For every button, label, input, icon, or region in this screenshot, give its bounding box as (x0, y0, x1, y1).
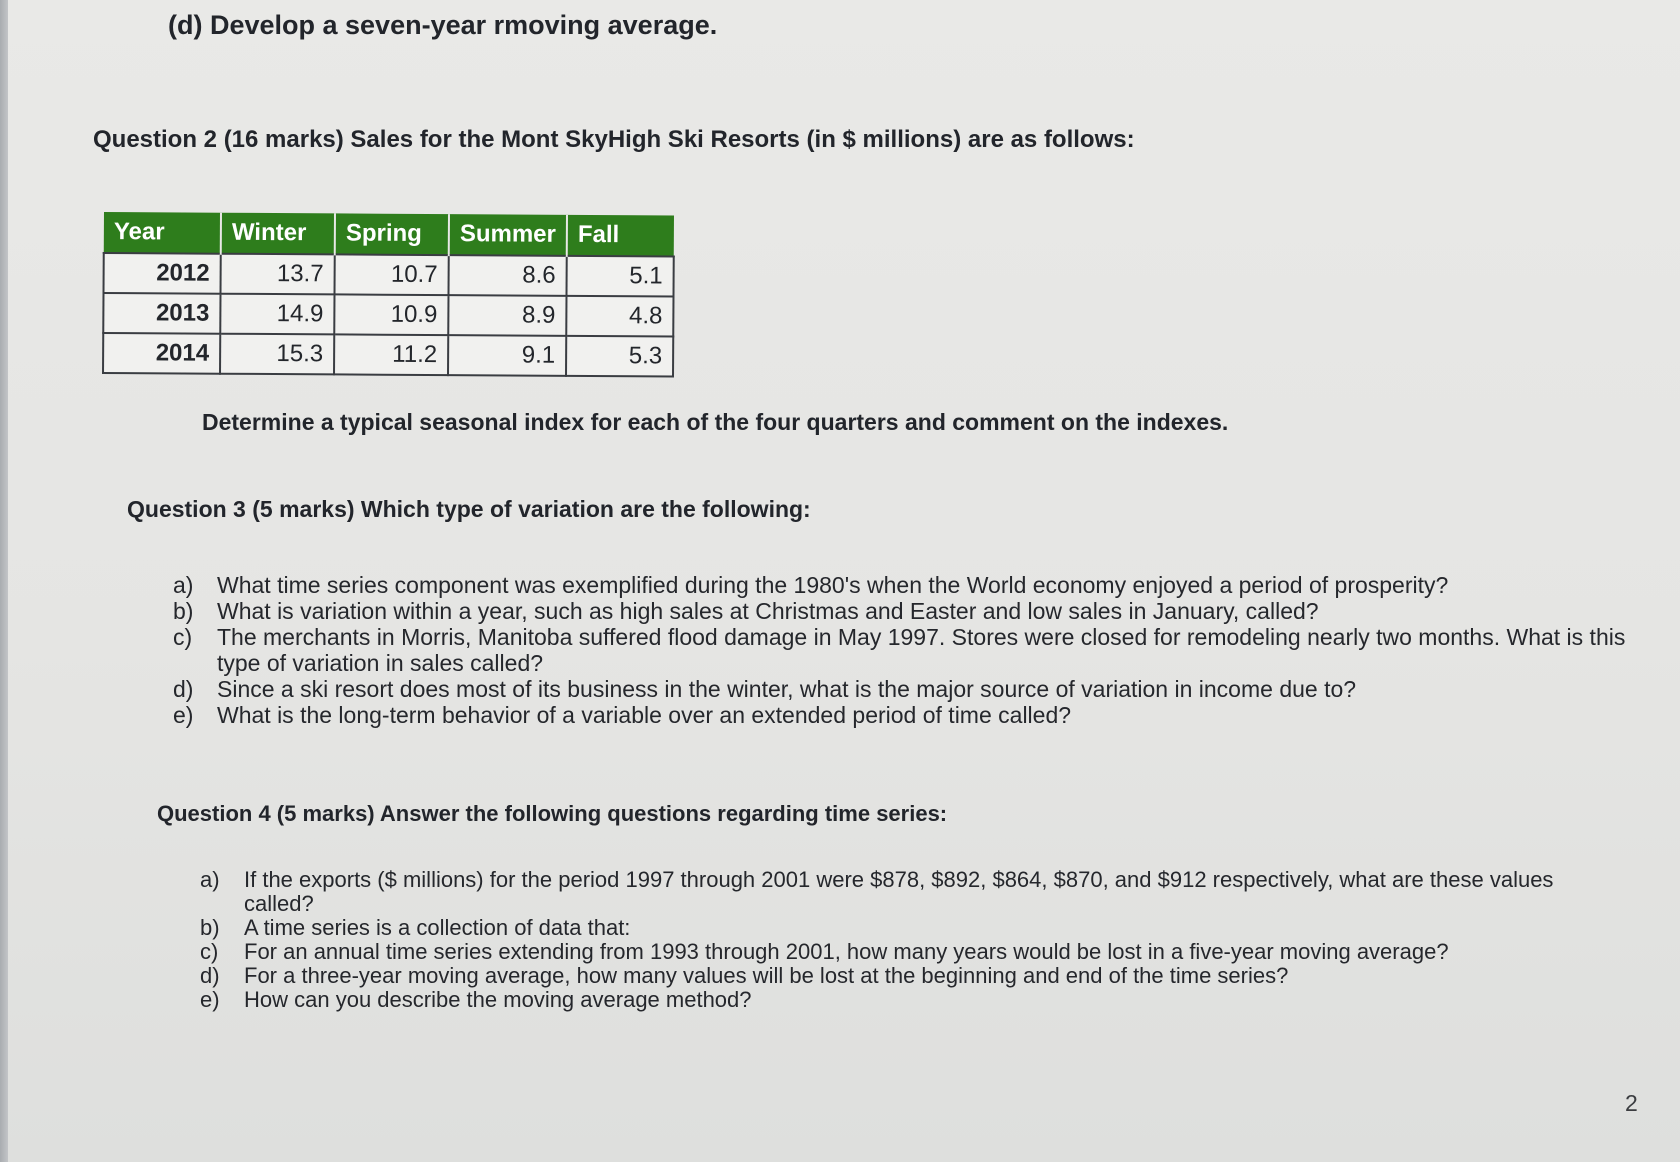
ski-resort-sales-table (102, 212, 675, 377)
question-3-list (173, 572, 1653, 728)
table-cell: 4.8 (566, 296, 673, 337)
table-cell: 5.3 (566, 336, 673, 377)
question-text: What is variation within a year, such as high sales at Christmas and Easter and low sales in January, called? (217, 598, 1319, 624)
question-3-heading: Question 3 (5 marks) Which type of variation are the following: (127, 496, 811, 522)
table-cell: 10.9 (334, 294, 448, 335)
table-cell: 10.7 (335, 254, 449, 295)
table-cell: 8.6 (448, 255, 566, 296)
list-marker: d) (173, 676, 194, 702)
list-item (200, 964, 1600, 988)
question-text: How can you describe the moving average method? (244, 987, 752, 1012)
list-marker: d) (200, 963, 220, 988)
table-cell: 9.1 (448, 335, 566, 376)
column-header-year: Year (104, 212, 221, 254)
page-number: 2 (1625, 1090, 1638, 1116)
list-item (200, 988, 1600, 1012)
question-4-list (200, 868, 1600, 1012)
table-cell-year: 2012 (104, 253, 221, 294)
document-page (8, 0, 1680, 1162)
column-header-winter: Winter (221, 213, 335, 255)
column-header-summer: Summer (449, 214, 567, 256)
table-row (103, 333, 673, 376)
question-2-heading: Question 2 (16 marks) Sales for the Mont SkyHigh Ski Resorts (in $ millions) are as follows: (93, 126, 1135, 153)
list-marker: c) (200, 939, 219, 964)
table-row (103, 293, 673, 336)
list-marker: a) (173, 572, 194, 598)
list-item (173, 702, 1653, 728)
question-2-instruction: Determine a typical seasonal index for each of the four quarters and comment on the indexes. (202, 409, 1229, 435)
list-item (200, 940, 1600, 964)
table-cell: 11.2 (334, 334, 448, 375)
list-item (173, 676, 1653, 702)
list-marker: b) (200, 915, 220, 940)
table-cell: 14.9 (220, 294, 334, 335)
question-text: What is the long-term behavior of a variable over an extended period of time called? (217, 702, 1072, 728)
table-cell-year: 2013 (103, 293, 220, 334)
list-item (173, 624, 1653, 676)
table-header-row (104, 212, 674, 256)
table-cell: 15.3 (220, 334, 334, 375)
question-text: What time series component was exemplified during the 1980's when the World economy enjoyed a period of prosperity? (217, 572, 1449, 598)
question-text: A time series is a collection of data that: (244, 915, 631, 940)
table-cell-year: 2014 (103, 333, 220, 374)
column-header-spring: Spring (335, 213, 449, 255)
table-cell: 5.1 (567, 256, 674, 297)
list-marker: b) (173, 598, 194, 624)
table-row (104, 253, 674, 296)
list-item (173, 598, 1653, 624)
list-item (200, 916, 1600, 940)
list-item (200, 868, 1600, 916)
table-cell: 8.9 (448, 295, 566, 336)
question-text: The merchants in Morris, Manitoba suffered flood damage in May 1997. Stores were closed for remodeling nearly two months. What is this type of variation in sales called? (217, 624, 1626, 676)
column-header-fall: Fall (567, 215, 674, 257)
question-text: For an annual time series extending from 1993 through 2001, how many years would be lost in a five-year moving average? (244, 939, 1449, 964)
list-marker: c) (173, 624, 193, 650)
table-cell: 13.7 (221, 254, 335, 295)
list-marker: a) (200, 867, 220, 892)
question-text: If the exports ($ millions) for the period 1997 through 2001 were $878, $892, $864, $870, and $912 respectively, what are these values called? (244, 867, 1554, 916)
list-item (173, 572, 1653, 598)
list-marker: e) (200, 987, 220, 1012)
part-d-instruction: (d) Develop a seven-year rmoving average. (168, 10, 718, 40)
list-marker: e) (173, 702, 194, 728)
question-text: For a three-year moving average, how many values will be lost at the beginning and end of the time series? (244, 963, 1289, 988)
question-4-heading: Question 4 (5 marks) Answer the following questions regarding time series: (157, 801, 948, 826)
question-text: Since a ski resort does most of its business in the winter, what is the major source of variation in income due to? (217, 676, 1357, 702)
